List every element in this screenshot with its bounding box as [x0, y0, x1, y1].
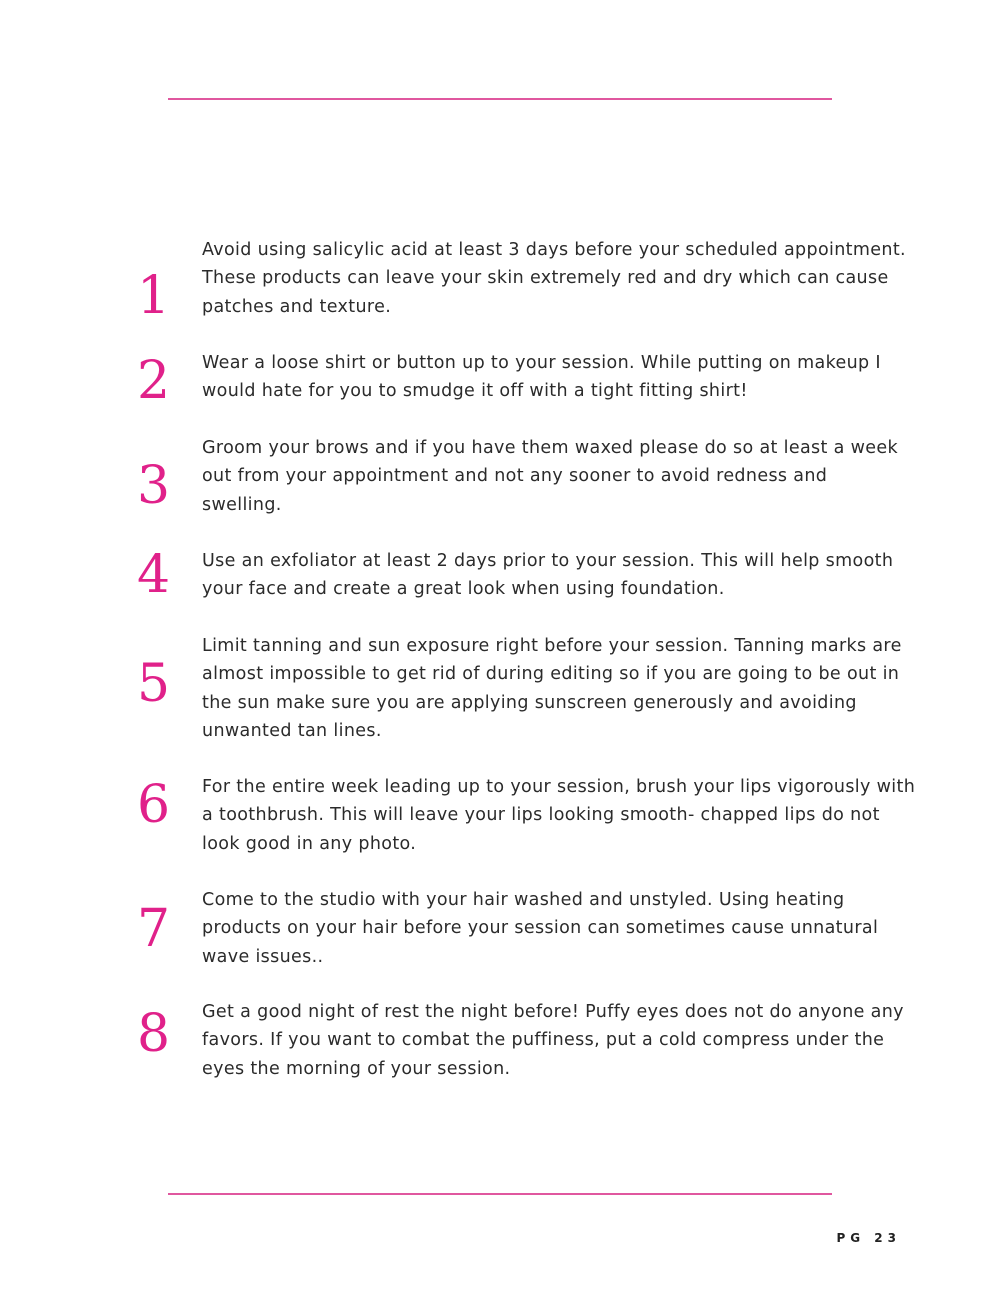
- bottom-divider: [168, 1193, 832, 1195]
- tip-number: 2: [136, 351, 170, 411]
- tip-text: [202, 632, 907, 745]
- tip-line: the sun make sure you are applying sunscreen generously and avoiding: [202, 692, 857, 713]
- tip-line: Get a good night of rest the night before! Puffy eyes does not do anyone any: [202, 1002, 904, 1022]
- tip-line: look good in any photo.: [202, 833, 417, 854]
- tip-number: 5: [136, 654, 170, 714]
- tip-text: [202, 886, 907, 971]
- tip-line: eyes the morning of your session.: [202, 1058, 511, 1079]
- tip-number: 8: [136, 1004, 170, 1064]
- tip-line: Come to the studio with your hair washed and unstyled. Using heating: [202, 890, 845, 910]
- tip-line: These products can leave your skin extremely red and dry which can cause: [202, 268, 889, 289]
- tip-line: patches and texture.: [202, 296, 392, 317]
- tip-line: Use an exfoliator at least 2 days prior to your session. This will help smooth: [202, 551, 894, 571]
- tip-line: a toothbrush. This will leave your lips looking smooth- chapped lips do not: [202, 805, 880, 826]
- tip-number: 3: [136, 456, 170, 516]
- tip-line: Wear a loose shirt or button up to your session. While putting on makeup I: [202, 353, 881, 373]
- tip-line: Limit tanning and sun exposure right before your session. Tanning marks are: [202, 636, 902, 656]
- tip-line: would hate for you to smudge it off with a tight fitting shirt!: [202, 381, 748, 402]
- tip-number: 1: [136, 266, 170, 326]
- tip-text: [202, 773, 916, 858]
- tip-line: products on your hair before your session can sometimes cause unnatural: [202, 918, 879, 939]
- tip-line: wave issues..: [202, 946, 324, 967]
- tip-line: swelling.: [202, 494, 282, 515]
- tip-line: your face and create a great look when using foundation.: [202, 579, 725, 600]
- tip-line: Groom your brows and if you have them waxed please do so at least a week: [202, 438, 899, 458]
- tip-line: unwanted tan lines.: [202, 720, 382, 741]
- tip-text: [202, 434, 907, 519]
- tip-line: out from your appointment and not any sooner to avoid redness and: [202, 466, 828, 487]
- tip-number: 6: [136, 775, 170, 835]
- tip-line: Avoid using salicylic acid at least 3 days before your scheduled appointment.: [202, 240, 906, 260]
- tip-text: [202, 236, 907, 321]
- tip-text: [202, 998, 907, 1083]
- tip-number: 4: [136, 545, 170, 605]
- tip-text: [202, 547, 907, 604]
- tip-text: [202, 349, 907, 406]
- tip-number: 7: [136, 899, 170, 959]
- tip-line: almost impossible to get rid of during editing so if you are going to be out in: [202, 664, 900, 685]
- page-number: PG 23: [836, 1231, 901, 1245]
- tip-line: For the entire week leading up to your session, brush your lips vigorously with: [202, 777, 916, 797]
- tip-line: favors. If you want to combat the puffiness, put a cold compress under the: [202, 1030, 885, 1051]
